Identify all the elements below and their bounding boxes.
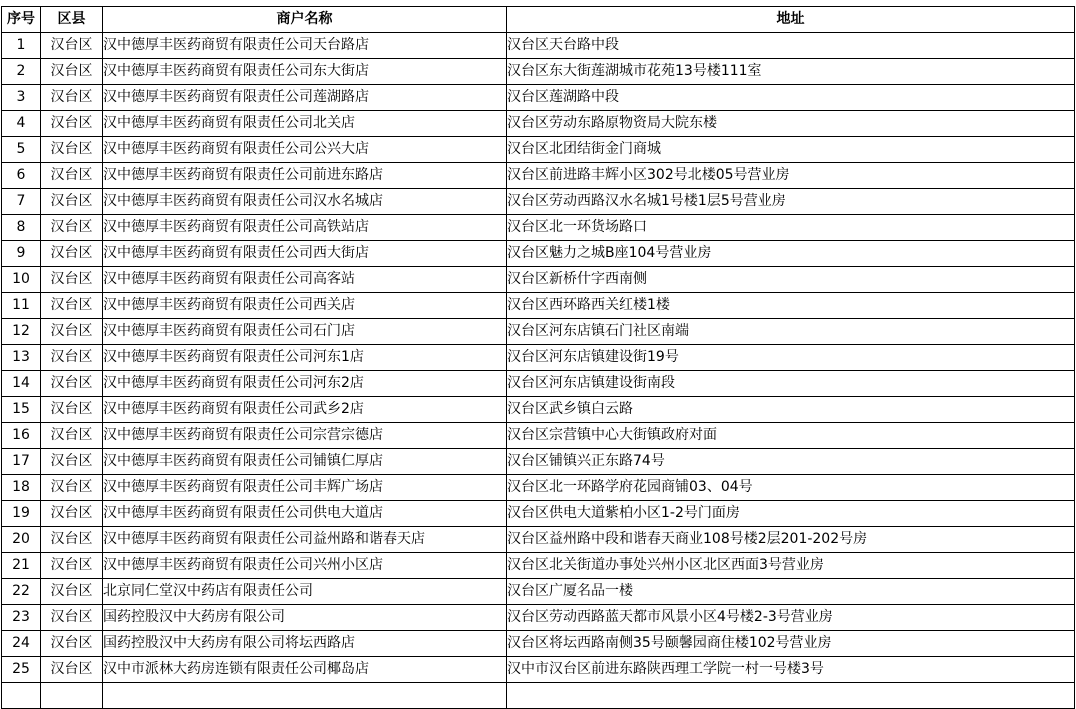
merchant-name-cell[interactable]: 汉中市派林大药房连锁有限责任公司椰岛店 bbox=[103, 657, 507, 683]
address-cell[interactable]: 汉台区北团结街金门商城 bbox=[507, 137, 1075, 163]
merchant-name-cell[interactable]: 汉中德厚丰医药商贸有限责任公司供电大道店 bbox=[103, 501, 507, 527]
district-cell[interactable] bbox=[41, 683, 103, 709]
table-row bbox=[2, 163, 1075, 189]
address-cell[interactable]: 汉台区西环路西关红楼1楼 bbox=[507, 293, 1075, 319]
table-row bbox=[2, 501, 1075, 527]
row-index-cell[interactable]: 11 bbox=[2, 293, 41, 319]
table-row bbox=[2, 449, 1075, 475]
row-index-cell[interactable]: 23 bbox=[2, 605, 41, 631]
address-cell[interactable]: 汉台区新桥什字西南侧 bbox=[507, 267, 1075, 293]
address-cell[interactable]: 汉台区劳动东路原物资局大院东楼 bbox=[507, 111, 1075, 137]
header-merchant-name: 商户名称 bbox=[103, 7, 507, 33]
address-cell[interactable]: 汉台区天台路中段 bbox=[507, 33, 1075, 59]
address-cell[interactable]: 汉台区河东店镇建设街南段 bbox=[507, 371, 1075, 397]
row-index-cell[interactable]: 7 bbox=[2, 189, 41, 215]
merchant-name-cell[interactable]: 汉中德厚丰医药商贸有限责任公司河东1店 bbox=[103, 345, 507, 371]
table-row bbox=[2, 371, 1075, 397]
table-row bbox=[2, 59, 1075, 85]
table-row bbox=[2, 423, 1075, 449]
district-cell[interactable]: 汉台区 bbox=[41, 527, 103, 553]
row-index-cell[interactable]: 12 bbox=[2, 319, 41, 345]
header-address: 地址 bbox=[507, 7, 1075, 33]
merchant-name-cell[interactable]: 汉中德厚丰医药商贸有限责任公司河东2店 bbox=[103, 371, 507, 397]
address-cell[interactable]: 汉台区宗营镇中心大街镇政府对面 bbox=[507, 423, 1075, 449]
row-index-cell[interactable]: 5 bbox=[2, 137, 41, 163]
table-body bbox=[2, 33, 1075, 709]
merchant-name-cell[interactable]: 汉中德厚丰医药商贸有限责任公司西大街店 bbox=[103, 241, 507, 267]
table-header bbox=[2, 7, 1075, 33]
address-cell[interactable]: 汉中市汉台区前进东路陕西理工学院一村一号楼3号 bbox=[507, 657, 1075, 683]
table-row bbox=[2, 85, 1075, 111]
row-index-cell[interactable]: 2 bbox=[2, 59, 41, 85]
table-row bbox=[2, 267, 1075, 293]
address-cell[interactable]: 汉台区北一环货场路口 bbox=[507, 215, 1075, 241]
address-cell[interactable]: 汉台区武乡镇白云路 bbox=[507, 397, 1075, 423]
table-row bbox=[2, 33, 1075, 59]
merchant-name-cell[interactable]: 汉中德厚丰医药商贸有限责任公司西关店 bbox=[103, 293, 507, 319]
merchant-name-cell[interactable]: 国药控股汉中大药房有限公司将坛西路店 bbox=[103, 631, 507, 657]
address-cell[interactable]: 汉台区北关街道办事处兴州小区北区西面3号营业房 bbox=[507, 553, 1075, 579]
row-index-cell[interactable]: 24 bbox=[2, 631, 41, 657]
district-cell[interactable]: 汉台区 bbox=[41, 475, 103, 501]
merchant-name-cell[interactable]: 汉中德厚丰医药商贸有限责任公司高铁站店 bbox=[103, 215, 507, 241]
address-cell[interactable]: 汉台区广厦名品一楼 bbox=[507, 579, 1075, 605]
table-row bbox=[2, 189, 1075, 215]
district-cell[interactable]: 汉台区 bbox=[41, 397, 103, 423]
merchant-name-cell[interactable]: 汉中德厚丰医药商贸有限责任公司汉水名城店 bbox=[103, 189, 507, 215]
merchant-name-cell[interactable]: 国药控股汉中大药房有限公司 bbox=[103, 605, 507, 631]
row-index-cell[interactable]: 18 bbox=[2, 475, 41, 501]
header-index: 序号 bbox=[2, 7, 41, 33]
header-row bbox=[2, 7, 1075, 33]
row-index-cell[interactable]: 25 bbox=[2, 657, 41, 683]
district-cell[interactable]: 汉台区 bbox=[41, 553, 103, 579]
header-district: 区县 bbox=[41, 7, 103, 33]
district-cell[interactable]: 汉台区 bbox=[41, 579, 103, 605]
district-cell[interactable]: 汉台区 bbox=[41, 267, 103, 293]
row-index-cell[interactable]: 20 bbox=[2, 527, 41, 553]
address-cell[interactable] bbox=[507, 683, 1075, 709]
address-cell[interactable]: 汉台区东大街莲湖城市花苑13号楼111室 bbox=[507, 59, 1075, 85]
district-cell[interactable]: 汉台区 bbox=[41, 371, 103, 397]
merchant-name-cell[interactable]: 汉中德厚丰医药商贸有限责任公司北关店 bbox=[103, 111, 507, 137]
row-index-cell[interactable]: 15 bbox=[2, 397, 41, 423]
table-row bbox=[2, 345, 1075, 371]
merchant-name-cell[interactable]: 汉中德厚丰医药商贸有限责任公司高客站 bbox=[103, 267, 507, 293]
district-cell[interactable]: 汉台区 bbox=[41, 449, 103, 475]
table-row bbox=[2, 631, 1075, 657]
merchant-name-cell[interactable]: 汉中德厚丰医药商贸有限责任公司天台路店 bbox=[103, 33, 507, 59]
table-row bbox=[2, 605, 1075, 631]
district-cell[interactable]: 汉台区 bbox=[41, 111, 103, 137]
row-index-cell[interactable]: 4 bbox=[2, 111, 41, 137]
district-cell[interactable]: 汉台区 bbox=[41, 241, 103, 267]
merchant-name-cell[interactable]: 汉中德厚丰医药商贸有限责任公司兴州小区店 bbox=[103, 553, 507, 579]
merchant-name-cell[interactable]: 汉中德厚丰医药商贸有限责任公司宗营宗德店 bbox=[103, 423, 507, 449]
merchant-name-cell[interactable]: 汉中德厚丰医药商贸有限责任公司公兴大店 bbox=[103, 137, 507, 163]
merchant-name-cell[interactable]: 汉中德厚丰医药商贸有限责任公司武乡2店 bbox=[103, 397, 507, 423]
address-cell[interactable]: 汉台区莲湖路中段 bbox=[507, 85, 1075, 111]
row-index-cell[interactable]: 8 bbox=[2, 215, 41, 241]
table-row bbox=[2, 293, 1075, 319]
table-row bbox=[2, 137, 1075, 163]
row-index-cell[interactable]: 1 bbox=[2, 33, 41, 59]
address-cell[interactable]: 汉台区北一环路学府花园商铺03、04号 bbox=[507, 475, 1075, 501]
merchant-name-cell[interactable]: 汉中德厚丰医药商贸有限责任公司益州路和谐春天店 bbox=[103, 527, 507, 553]
district-cell[interactable]: 汉台区 bbox=[41, 605, 103, 631]
row-index-cell[interactable]: 10 bbox=[2, 267, 41, 293]
address-cell[interactable]: 汉台区铺镇兴正东路74号 bbox=[507, 449, 1075, 475]
table-row bbox=[2, 553, 1075, 579]
district-cell[interactable]: 汉台区 bbox=[41, 631, 103, 657]
row-index-cell[interactable]: 9 bbox=[2, 241, 41, 267]
address-cell[interactable]: 汉台区河东店镇建设街19号 bbox=[507, 345, 1075, 371]
district-cell[interactable]: 汉台区 bbox=[41, 137, 103, 163]
row-index-cell[interactable]: 14 bbox=[2, 371, 41, 397]
address-cell[interactable]: 汉台区河东店镇石门社区南端 bbox=[507, 319, 1075, 345]
table-row bbox=[2, 319, 1075, 345]
merchant-name-cell[interactable]: 汉中德厚丰医药商贸有限责任公司丰辉广场店 bbox=[103, 475, 507, 501]
district-cell[interactable]: 汉台区 bbox=[41, 501, 103, 527]
table-row bbox=[2, 215, 1075, 241]
address-cell[interactable]: 汉台区魅力之城B座104号营业房 bbox=[507, 241, 1075, 267]
table-row bbox=[2, 397, 1075, 423]
merchant-name-cell[interactable]: 汉中德厚丰医药商贸有限责任公司石门店 bbox=[103, 319, 507, 345]
address-cell[interactable]: 汉台区劳动西路蓝天都市风景小区4号楼2-3号营业房 bbox=[507, 605, 1075, 631]
row-index-cell[interactable]: 3 bbox=[2, 85, 41, 111]
district-cell[interactable]: 汉台区 bbox=[41, 657, 103, 683]
district-cell[interactable]: 汉台区 bbox=[41, 33, 103, 59]
district-cell[interactable]: 汉台区 bbox=[41, 293, 103, 319]
district-cell[interactable]: 汉台区 bbox=[41, 345, 103, 371]
table-row bbox=[2, 241, 1075, 267]
address-cell[interactable]: 汉台区供电大道紫柏小区1-2号门面房 bbox=[507, 501, 1075, 527]
district-cell[interactable]: 汉台区 bbox=[41, 423, 103, 449]
table-row bbox=[2, 527, 1075, 553]
table-row bbox=[2, 111, 1075, 137]
merchant-name-cell[interactable]: 汉中德厚丰医药商贸有限责任公司莲湖路店 bbox=[103, 85, 507, 111]
table-row bbox=[2, 683, 1075, 709]
row-index-cell[interactable]: 6 bbox=[2, 163, 41, 189]
merchant-name-cell[interactable]: 汉中德厚丰医药商贸有限责任公司东大街店 bbox=[103, 59, 507, 85]
district-cell[interactable]: 汉台区 bbox=[41, 319, 103, 345]
district-cell[interactable]: 汉台区 bbox=[41, 59, 103, 85]
merchant-name-cell[interactable]: 汉中德厚丰医药商贸有限责任公司前进东路店 bbox=[103, 163, 507, 189]
row-index-cell[interactable]: 16 bbox=[2, 423, 41, 449]
address-cell[interactable]: 汉台区益州路中段和谐春天商业108号楼2层201-202号房 bbox=[507, 527, 1075, 553]
table-row bbox=[2, 475, 1075, 501]
table-row bbox=[2, 579, 1075, 605]
district-cell[interactable]: 汉台区 bbox=[41, 85, 103, 111]
row-index-cell[interactable]: 19 bbox=[2, 501, 41, 527]
merchant-table bbox=[1, 6, 1075, 709]
row-index-cell[interactable]: 21 bbox=[2, 553, 41, 579]
district-cell[interactable]: 汉台区 bbox=[41, 215, 103, 241]
address-cell[interactable]: 汉台区将坛西路南侧35号颐馨园商住楼102号营业房 bbox=[507, 631, 1075, 657]
address-cell[interactable]: 汉台区前进路丰辉小区302号北楼05号营业房 bbox=[507, 163, 1075, 189]
merchant-name-cell[interactable]: 北京同仁堂汉中药店有限责任公司 bbox=[103, 579, 507, 605]
district-cell[interactable]: 汉台区 bbox=[41, 163, 103, 189]
row-index-cell[interactable]: 13 bbox=[2, 345, 41, 371]
address-cell[interactable]: 汉台区劳动西路汉水名城1号楼1层5号营业房 bbox=[507, 189, 1075, 215]
merchant-name-cell[interactable]: 汉中德厚丰医药商贸有限责任公司铺镇仁厚店 bbox=[103, 449, 507, 475]
row-index-cell[interactable]: 17 bbox=[2, 449, 41, 475]
table-row bbox=[2, 657, 1075, 683]
row-index-cell[interactable]: 22 bbox=[2, 579, 41, 605]
row-index-cell[interactable] bbox=[2, 683, 41, 709]
district-cell[interactable]: 汉台区 bbox=[41, 189, 103, 215]
merchant-name-cell[interactable] bbox=[103, 683, 507, 709]
